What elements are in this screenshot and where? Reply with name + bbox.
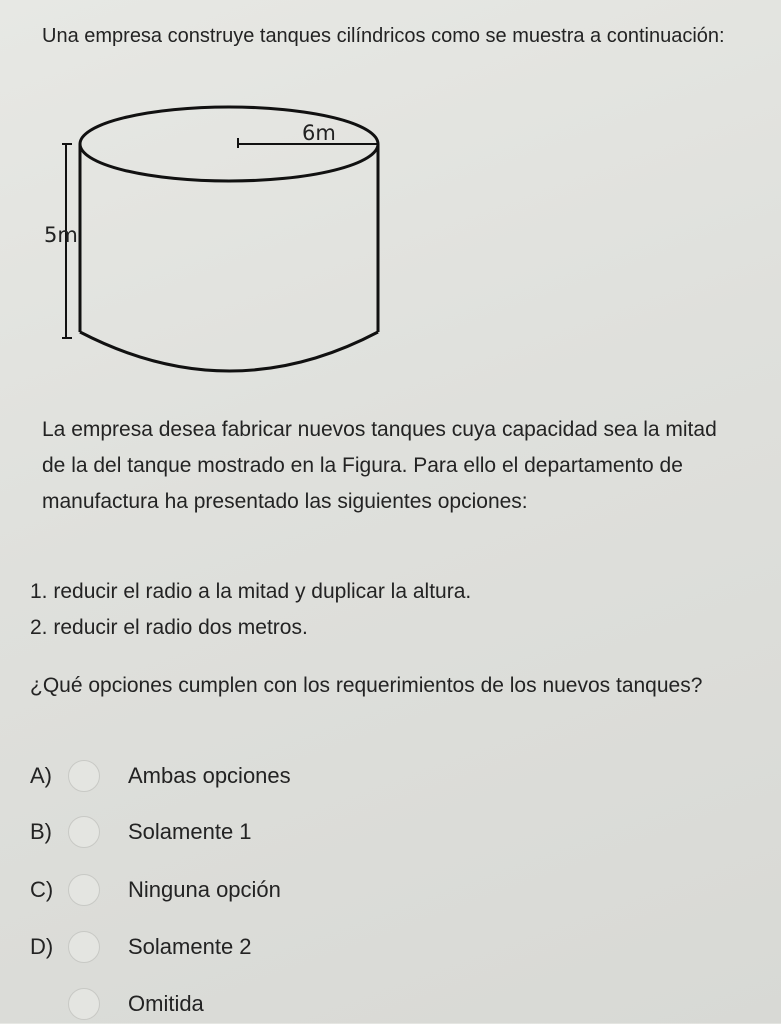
- problem-paragraph: La empresa desea fabricar nuevos tanques cuya capacidad sea la mitad de la del tanque mostrado en la Figura. Para ello el departamento de manufactura ha presentado las siguientes opciones:: [42, 418, 717, 513]
- radio-button[interactable]: [68, 816, 100, 848]
- radius-label: 6m: [302, 121, 336, 145]
- choice-label: Ambas opciones: [128, 763, 291, 788]
- choice-letter: C): [30, 877, 54, 902]
- height-label: 5m: [44, 223, 78, 247]
- radio-button[interactable]: [68, 874, 100, 906]
- radio-button[interactable]: [68, 931, 100, 963]
- choice-label: Ninguna opción: [128, 877, 281, 902]
- option-1: 1. reducir el radio a la mitad y duplicar la altura.: [30, 580, 472, 603]
- question-text: ¿Qué opciones cumplen con los requerimientos de los nuevos tanques?: [30, 674, 703, 697]
- option-2: 2. reducir el radio dos metros.: [30, 616, 308, 639]
- choice-letter: B): [30, 819, 52, 844]
- cylinder-figure: [30, 100, 390, 390]
- choice-omitted[interactable]: [30, 984, 450, 1024]
- options-list: [30, 574, 471, 646]
- choice-d[interactable]: [30, 927, 450, 967]
- choice-c[interactable]: [30, 870, 450, 910]
- choice-label: Omitida: [128, 991, 204, 1016]
- cylinder-bottom-arc: [80, 332, 378, 371]
- choice-label: Solamente 1: [128, 819, 252, 844]
- intro-text: Una empresa construye tanques cilíndricos como se muestra a continuación:: [42, 25, 725, 47]
- radio-button[interactable]: [68, 760, 100, 792]
- choice-a[interactable]: [30, 756, 450, 796]
- choice-label: Solamente 2: [128, 934, 252, 959]
- radio-button[interactable]: [68, 988, 100, 1020]
- choice-letter: D): [30, 934, 54, 959]
- choice-b[interactable]: [30, 812, 450, 852]
- cylinder-diagram: [30, 100, 390, 390]
- choice-letter: A): [30, 763, 52, 788]
